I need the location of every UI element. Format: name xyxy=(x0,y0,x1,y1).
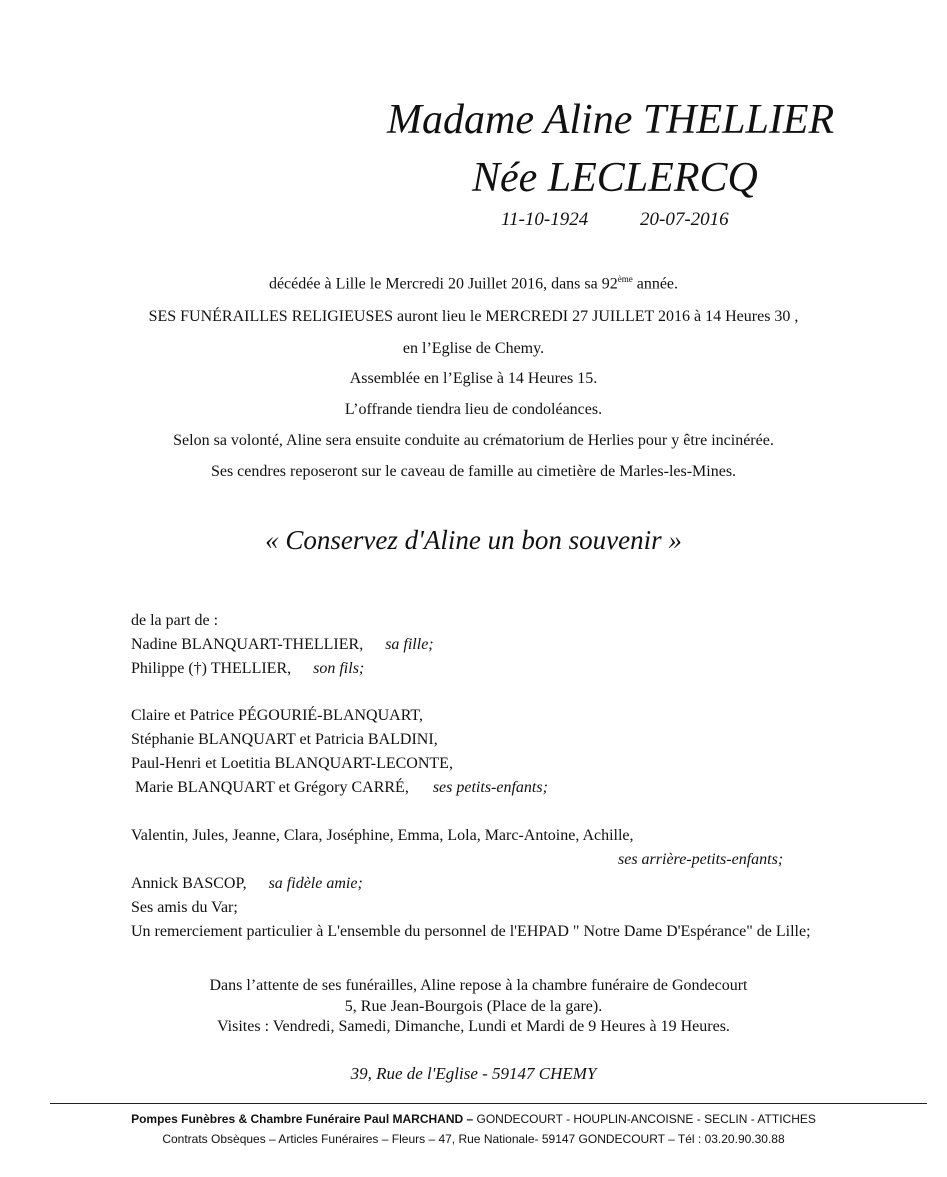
maiden-name: Née LECLERCQ xyxy=(472,155,758,201)
death-line: décédée à Lille le Mercredi 20 Juillet 2016, dans sa 92ème année. xyxy=(268,274,679,293)
assembly-line: Assemblée en l’Eglise à 14 Heures 15. xyxy=(349,370,598,387)
cremation-line: Selon sa volonté, Aline sera ensuite conduite au crématorium de Herlies pour y être incinérée. xyxy=(173,432,774,449)
funeral-home-line3: Visites : Vendredi, Samedi, Dimanche, Lundi et Mardi de 9 Heures à 19 Heures. xyxy=(217,1018,730,1035)
friends-var-line: Ses amis du Var; xyxy=(131,899,238,916)
home-address: 39, Rue de l'Eglise - 59147 CHEMY xyxy=(350,1064,597,1083)
funeral-home-line1: Dans l’attente de ses funérailles, Aline repose à la chambre funéraire de Gondecourt xyxy=(209,977,748,994)
great-grandchildren-role: ses arrière-petits-enfants; xyxy=(618,851,784,868)
funeral-home-line2: 5, Rue Jean-Bourgois (Place de la gare). xyxy=(344,998,603,1015)
footer-line1: Pompes Funèbres & Chambre Funéraire Paul MARCHAND – GONDECOURT - HOUPLIN-ANCOISNE - SECLIN - ATTICHES xyxy=(131,1112,816,1126)
memorial-quote: « Conservez d'Aline un bon souvenir » xyxy=(265,525,682,555)
church-line: en l’Eglise de Chemy. xyxy=(402,340,545,357)
grandchild-line: Claire et Patrice PÉGOURIÉ-BLANQUART, xyxy=(131,707,424,724)
birth-date: 11-10-1924 xyxy=(501,209,589,230)
grandchild-line: Paul-Henri et Loetitia BLANQUART-LECONTE, xyxy=(131,755,453,772)
grandchild-line: Stéphanie BLANQUART et Patricia BALDINI, xyxy=(131,731,438,748)
footer-line2: Contrats Obsèques – Articles Funéraires – Fleurs – 47, Rue Nationale- 59147 GONDECOURT – Tél : 03.20.90.30.88 xyxy=(162,1132,785,1146)
thanks-line: Un remerciement particulier à L'ensemble du personnel de l'EHPAD " Notre Dame D'Espérance" de Lille; xyxy=(131,923,811,940)
daughter-line: Nadine BLANQUART-THELLIER, sa fille; xyxy=(131,636,434,653)
deceased-name: Madame Aline THELLIER xyxy=(387,97,835,143)
funeral-line: SES FUNÉRAILLES RELIGIEUSES auront lieu le MERCREDI 27 JUILLET 2016 à 14 Heures 30 , xyxy=(148,308,799,325)
offering-line: L’offrande tiendra lieu de condoléances. xyxy=(344,401,603,418)
great-grandchildren-line: Valentin, Jules, Jeanne, Clara, Joséphine, Emma, Lola, Marc-Antoine, Achille, xyxy=(131,827,634,844)
grandchild-line: Marie BLANQUART et Grégory CARRÉ, ses petits-enfants; xyxy=(131,779,548,796)
friend-line: Annick BASCOP, sa fidèle amie; xyxy=(131,875,363,892)
footer-divider xyxy=(50,1103,927,1104)
death-date: 20-07-2016 xyxy=(640,209,729,230)
ashes-line: Ses cendres reposeront sur le caveau de famille au cimetière de Marles-les-Mines. xyxy=(210,463,737,480)
family-intro: de la part de : xyxy=(131,612,219,629)
son-line: Philippe (†) THELLIER, son fils; xyxy=(131,660,365,677)
